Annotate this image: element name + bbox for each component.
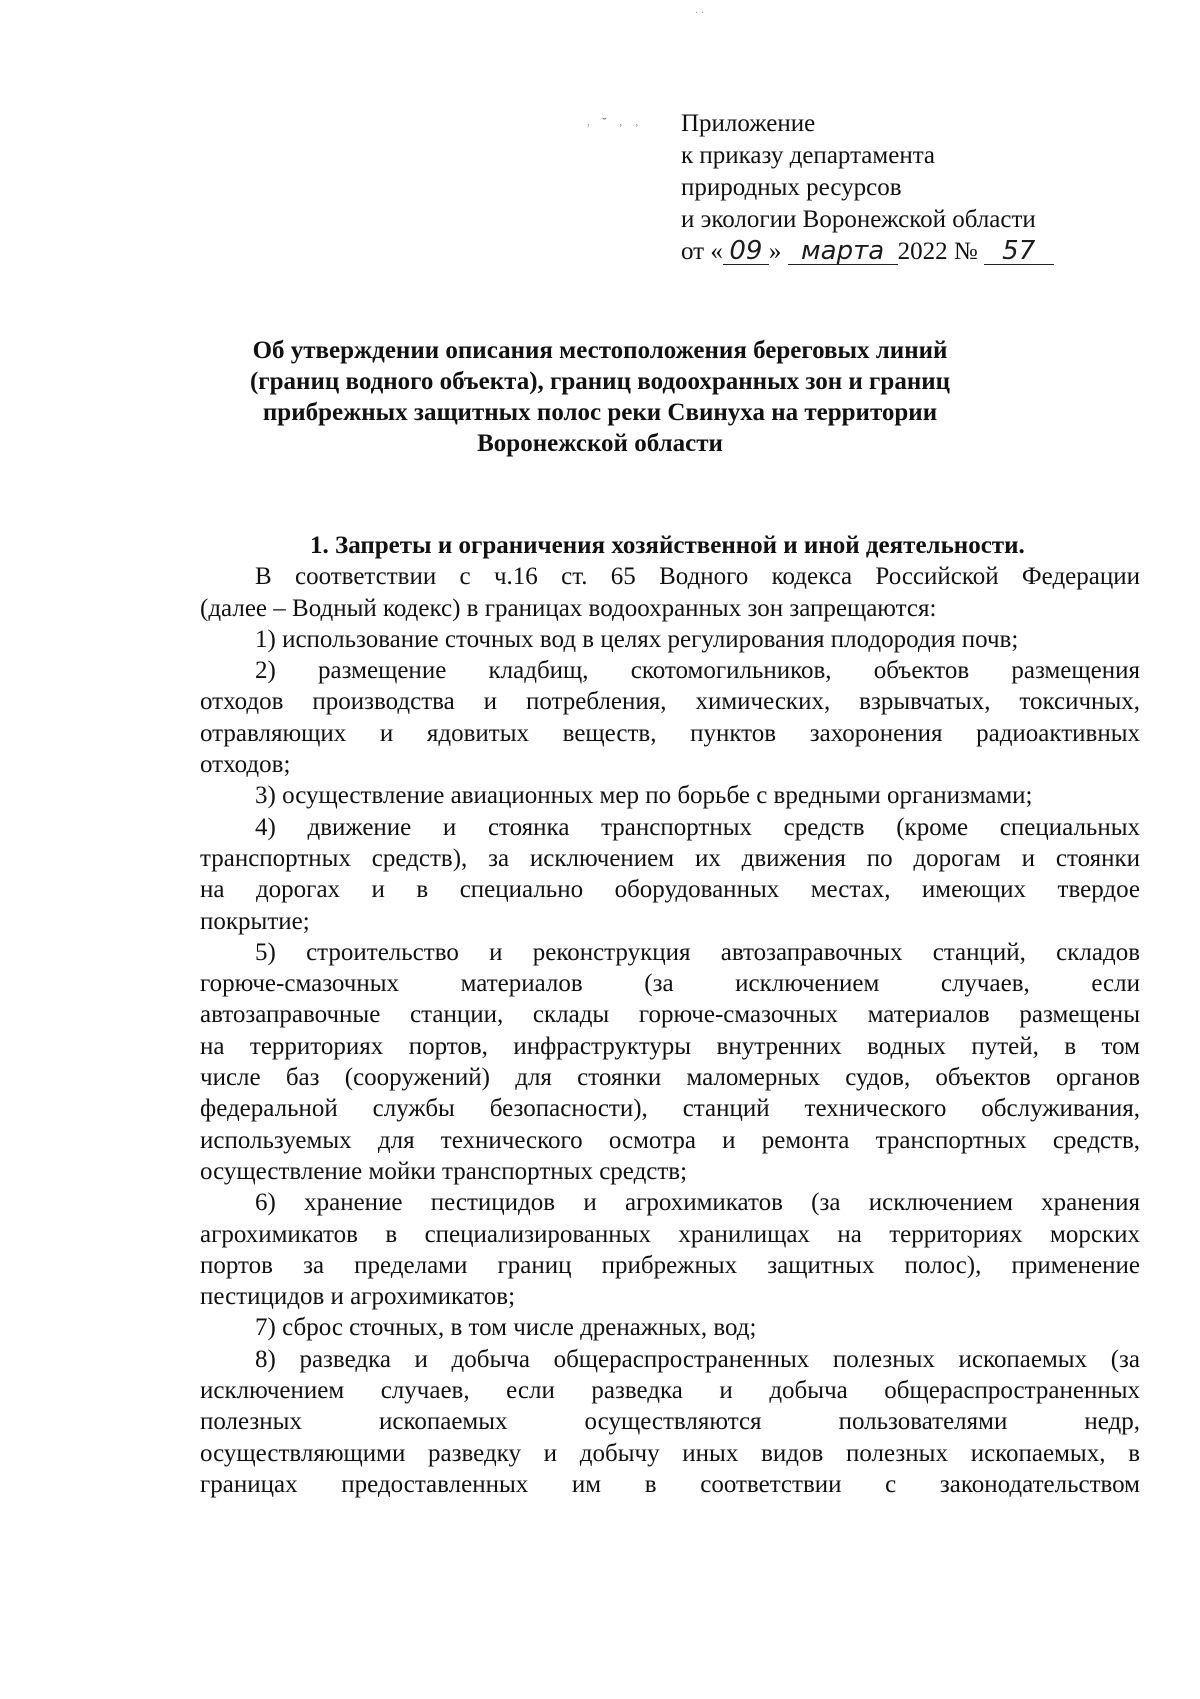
date-year: 2022 № [897,238,978,265]
paragraph-line: автозаправочные станции, склады горюче-смазочных материалов размещены [200,1001,1140,1029]
title-line-3: прибрежных защитных полос реки Свинуха на территории [262,399,938,426]
scan-artifact: · · [695,8,705,19]
title-line-1: Об утверждении описания местоположения береговых линий [252,337,948,364]
paragraph-line: горюче-смазочных материалов (за исключением случаев, если [200,970,1140,998]
list-item-1 [200,624,1140,655]
paragraph-line: портов за пределами границ прибрежных защитных полос), применение [200,1251,1140,1279]
handwritten-scribble: ˒ ˘ ˒ ˒ [586,116,644,131]
intro-paragraph [200,561,1140,624]
annex-line-2: к приказу департамента [681,142,936,169]
list-item-3 [200,780,1140,811]
annex-line-1: Приложение [681,110,816,137]
title-line-2: (границ водного объекта), границ водоохранных зон и границ [249,368,951,395]
paragraph-line: 3) осуществление авиационных мер по борьбе с вредными организмами; [255,782,1033,810]
list-item-5 [200,937,1140,1187]
handwritten-day: 09 [723,238,769,265]
date-prefix: от « [681,238,723,265]
paragraph-line: осуществляющими разведку и добычу иных видов полезных ископаемых, в [200,1439,1140,1467]
paragraph-line: пестицидов и агрохимикатов; [200,1283,516,1311]
handwritten-order-number: 57 [984,238,1054,265]
list-item-2 [200,655,1140,780]
handwritten-month: марта [788,238,898,265]
list-item-8 [200,1344,1140,1500]
paragraph-line: транспортных средств), за исключением их движения по дорогам и стоянки [200,844,1140,872]
document-title [200,335,1000,459]
paragraph-line: 5) строительство и реконструкция автозаправочных станций, складов [255,938,1140,966]
section-heading: 1. Запреты и ограничения хозяйственной и иной деятельности. [310,532,1025,559]
paragraph-line: 7) сброс сточных, в том числе дренажных, вод; [255,1314,757,1342]
list-item-6 [200,1187,1140,1312]
date-quote-close: » [768,238,782,265]
paragraph-line: федеральной службы безопасности), станций технического обслуживания, [200,1095,1140,1123]
paragraph-line: 1) использование сточных вод в целях регулирования плодородия почв; [255,625,1019,653]
annex-line-3: природных ресурсов [681,174,902,201]
paragraph-line: отходов производства и потребления, химических, взрывчатых, токсичных, [200,688,1140,716]
paragraph-line: осуществление мойки транспортных средств; [200,1157,688,1185]
paragraph-line: используемых для технического осмотра и ремонта транспортных средств, [200,1126,1140,1154]
paragraph-line: агрохимикатов в специализированных хранилищах на территориях морских [200,1220,1140,1248]
paragraph-line: полезных ископаемых осуществляются пользователями недр, [200,1408,1140,1436]
paragraph-line: покрытие; [200,907,310,935]
annex-line-4: и экологии Воронежской области [681,206,1036,233]
paragraph-line: числе баз (сооружений) для стоянки маломерных судов, объектов органов [200,1064,1140,1092]
paragraph-line: отходов; [200,751,291,779]
annex-date-line [681,236,1054,268]
paragraph-line: границах предоставленных им в соответствии с законодательством [200,1470,1140,1498]
annex-block [586,108,1054,268]
paragraph-line: 6) хранение пестицидов и агрохимикатов (за исключением хранения [255,1189,1140,1217]
title-line-4: Воронежской области [477,430,723,457]
paragraph-line: отравляющих и ядовитых веществ, пунктов захоронения радиоактивных [200,719,1140,747]
paragraph-line: В соответствии с ч.16 ст. 65 Водного кодекса Российской Федерации [255,563,1140,591]
paragraph-line: исключением случаев, если разведка и добыча общераспространенных [200,1377,1140,1405]
list-item-4 [200,812,1140,937]
list-item-7 [200,1312,1140,1343]
paragraph-line: 4) движение и стоянка транспортных средств (кроме специальных [255,813,1140,841]
paragraph-line: (далее – Водный кодекс) в границах водоохранных зон запрещаются: [200,594,937,622]
paragraph-line: 8) разведка и добыча общераспространенных полезных ископаемых (за [255,1345,1140,1373]
paragraph-line: 2) размещение кладбищ, скотомогильников, объектов размещения [255,657,1140,685]
paragraph-line: на дорогах и в специально оборудованных местах, имеющих твердое [200,876,1140,904]
paragraph-line: на территориях портов, инфраструктуры внутренних водных путей, в том [200,1032,1140,1060]
document-body [200,530,1140,1500]
paragraphs [200,561,1140,1500]
